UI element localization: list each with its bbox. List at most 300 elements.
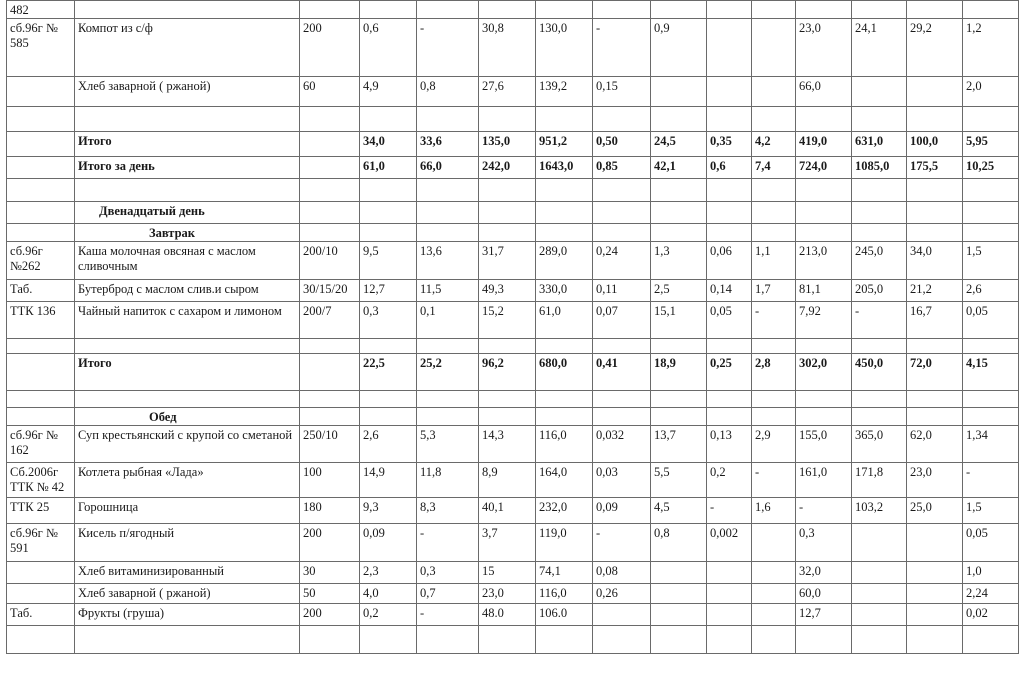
recipe-ref-cell: сб.96г № 162 (7, 426, 75, 463)
table-row (7, 463, 1019, 498)
value-cell (593, 391, 651, 408)
dish-name-cell: Итого (75, 354, 300, 391)
recipe-ref-cell: 482 (7, 1, 75, 19)
value-cell: 0,6 (360, 19, 417, 77)
dish-name-cell: Котлета рыбная «Лада» (75, 463, 300, 498)
value-cell: - (752, 302, 796, 339)
value-cell (479, 626, 536, 654)
value-cell: 0,002 (707, 524, 752, 562)
value-cell: 11,8 (417, 463, 479, 498)
recipe-ref-cell (7, 584, 75, 604)
table-row (7, 562, 1019, 584)
value-cell (963, 179, 1019, 202)
value-cell (593, 107, 651, 132)
value-cell (300, 179, 360, 202)
value-cell (360, 339, 417, 354)
value-cell: 100,0 (907, 132, 963, 157)
value-cell (536, 626, 593, 654)
value-cell (360, 626, 417, 654)
value-cell: 139,2 (536, 77, 593, 107)
value-cell (963, 339, 1019, 354)
value-cell: 2,0 (963, 77, 1019, 107)
value-cell: 32,0 (796, 562, 852, 584)
value-cell: 2,6 (963, 280, 1019, 302)
table-cell (479, 224, 536, 242)
value-cell: 0,05 (963, 302, 1019, 339)
value-cell (707, 626, 752, 654)
value-cell (300, 626, 360, 654)
table-cell (417, 224, 479, 242)
value-cell (651, 179, 707, 202)
value-cell: 16,7 (907, 302, 963, 339)
dish-name-cell (75, 339, 300, 354)
value-cell (752, 524, 796, 562)
recipe-ref-cell (7, 562, 75, 584)
value-cell: 680,0 (536, 354, 593, 391)
table-body (7, 1, 1019, 654)
recipe-ref-cell: ТТК 136 (7, 302, 75, 339)
dish-name-cell (75, 107, 300, 132)
value-cell: - (707, 498, 752, 524)
value-cell: 13,6 (417, 242, 479, 280)
value-cell: 11,5 (417, 280, 479, 302)
table-cell (796, 408, 852, 426)
dish-name-cell: Хлеб заварной ( ржаной) (75, 584, 300, 604)
dish-name-cell (75, 626, 300, 654)
value-cell: 1,5 (963, 242, 1019, 280)
value-cell: 0,26 (593, 584, 651, 604)
value-cell: 50 (300, 584, 360, 604)
value-cell: 724,0 (796, 157, 852, 179)
table-row (7, 1, 1019, 19)
value-cell (752, 584, 796, 604)
value-cell: 12,7 (796, 604, 852, 626)
value-cell: 0,03 (593, 463, 651, 498)
value-cell: - (852, 302, 907, 339)
table-cell (536, 408, 593, 426)
value-cell: 7,92 (796, 302, 852, 339)
value-cell: 9,3 (360, 498, 417, 524)
value-cell (852, 339, 907, 354)
value-cell: 0,2 (360, 604, 417, 626)
value-cell (707, 179, 752, 202)
value-cell (417, 107, 479, 132)
table-cell (651, 202, 707, 224)
recipe-ref-cell: Сб.2006г ТТК № 42 (7, 463, 75, 498)
value-cell: - (796, 498, 852, 524)
table-row (7, 524, 1019, 562)
table-row (7, 354, 1019, 391)
value-cell: 289,0 (536, 242, 593, 280)
value-cell (852, 77, 907, 107)
recipe-ref-cell (7, 157, 75, 179)
value-cell (360, 1, 417, 19)
value-cell (651, 562, 707, 584)
value-cell: 74,1 (536, 562, 593, 584)
value-cell: 2,9 (752, 426, 796, 463)
value-cell (707, 604, 752, 626)
table-cell (360, 224, 417, 242)
value-cell: 4,2 (752, 132, 796, 157)
table-cell (963, 202, 1019, 224)
value-cell (300, 391, 360, 408)
value-cell: 14,9 (360, 463, 417, 498)
value-cell: 0,06 (707, 242, 752, 280)
value-cell: 0,02 (963, 604, 1019, 626)
value-cell: 130,0 (536, 19, 593, 77)
value-cell (707, 1, 752, 19)
value-cell (536, 179, 593, 202)
table-cell (796, 202, 852, 224)
dish-name-cell: Хлеб заварной ( ржаной) (75, 77, 300, 107)
value-cell: 155,0 (796, 426, 852, 463)
value-cell: 119,0 (536, 524, 593, 562)
value-cell: 200/7 (300, 302, 360, 339)
value-cell (536, 1, 593, 19)
recipe-ref-cell: сб.96г №262 (7, 242, 75, 280)
value-cell: 1,0 (963, 562, 1019, 584)
value-cell (752, 339, 796, 354)
value-cell: 2,6 (360, 426, 417, 463)
value-cell: 42,1 (651, 157, 707, 179)
table-cell (593, 408, 651, 426)
dish-name-cell: Компот из с/ф (75, 19, 300, 77)
table-row (7, 280, 1019, 302)
value-cell: - (417, 604, 479, 626)
table-row (7, 498, 1019, 524)
value-cell: 450,0 (852, 354, 907, 391)
value-cell: 631,0 (852, 132, 907, 157)
value-cell: 31,7 (479, 242, 536, 280)
value-cell (852, 562, 907, 584)
table-cell (300, 408, 360, 426)
table-cell (963, 224, 1019, 242)
value-cell (707, 77, 752, 107)
value-cell: 0,25 (707, 354, 752, 391)
value-cell: 1085,0 (852, 157, 907, 179)
value-cell: 200/10 (300, 242, 360, 280)
value-cell: 96,2 (479, 354, 536, 391)
value-cell: 30,8 (479, 19, 536, 77)
value-cell: 23,0 (479, 584, 536, 604)
table-cell (651, 408, 707, 426)
value-cell: 100 (300, 463, 360, 498)
table-cell (7, 224, 75, 242)
value-cell: 61,0 (360, 157, 417, 179)
value-cell: - (593, 524, 651, 562)
value-cell: 0,85 (593, 157, 651, 179)
value-cell: 0,7 (417, 584, 479, 604)
value-cell: 0,09 (360, 524, 417, 562)
value-cell (852, 584, 907, 604)
value-cell (707, 584, 752, 604)
value-cell (707, 107, 752, 132)
value-cell: 330,0 (536, 280, 593, 302)
value-cell: 0,3 (417, 562, 479, 584)
recipe-ref-cell (7, 132, 75, 157)
value-cell: 0,24 (593, 242, 651, 280)
value-cell (796, 339, 852, 354)
value-cell (479, 1, 536, 19)
table-row (7, 157, 1019, 179)
recipe-ref-cell (7, 391, 75, 408)
value-cell (852, 107, 907, 132)
value-cell: 25,2 (417, 354, 479, 391)
value-cell (417, 626, 479, 654)
value-cell (707, 19, 752, 77)
table-cell (752, 224, 796, 242)
value-cell: 29,2 (907, 19, 963, 77)
value-cell: 15,1 (651, 302, 707, 339)
table-row (7, 604, 1019, 626)
table-cell (536, 202, 593, 224)
value-cell: 0,35 (707, 132, 752, 157)
value-cell (651, 77, 707, 107)
section-title: Завтрак (75, 224, 300, 242)
value-cell: 21,2 (907, 280, 963, 302)
value-cell: 0,3 (796, 524, 852, 562)
value-cell: 30 (300, 562, 360, 584)
value-cell: 72,0 (907, 354, 963, 391)
value-cell: 34,0 (360, 132, 417, 157)
value-cell (593, 339, 651, 354)
value-cell: 0,15 (593, 77, 651, 107)
value-cell: 171,8 (852, 463, 907, 498)
table-row (7, 19, 1019, 77)
value-cell: 0,9 (651, 19, 707, 77)
value-cell: 1,1 (752, 242, 796, 280)
value-cell (963, 1, 1019, 19)
recipe-ref-cell (7, 626, 75, 654)
value-cell: 60 (300, 77, 360, 107)
value-cell (852, 604, 907, 626)
value-cell: 200 (300, 19, 360, 77)
value-cell (479, 107, 536, 132)
value-cell: 5,3 (417, 426, 479, 463)
table-row (7, 77, 1019, 107)
value-cell: 1,5 (963, 498, 1019, 524)
value-cell (300, 1, 360, 19)
value-cell: 0,11 (593, 280, 651, 302)
value-cell (651, 1, 707, 19)
value-cell (907, 179, 963, 202)
value-cell (796, 107, 852, 132)
section-row (7, 408, 1019, 426)
recipe-ref-cell (7, 339, 75, 354)
table-row (7, 584, 1019, 604)
recipe-ref-cell: Таб. (7, 280, 75, 302)
value-cell: 2,24 (963, 584, 1019, 604)
value-cell (907, 626, 963, 654)
value-cell: 0,6 (707, 157, 752, 179)
value-cell (907, 524, 963, 562)
value-cell (651, 604, 707, 626)
value-cell: 175,5 (907, 157, 963, 179)
recipe-ref-cell: сб.96г № 591 (7, 524, 75, 562)
value-cell (417, 391, 479, 408)
value-cell (593, 1, 651, 19)
table-row (7, 179, 1019, 202)
value-cell (852, 1, 907, 19)
value-cell: 106.0 (536, 604, 593, 626)
value-cell (593, 626, 651, 654)
value-cell: 0,50 (593, 132, 651, 157)
value-cell: 61,0 (536, 302, 593, 339)
value-cell (907, 107, 963, 132)
dish-name-cell (75, 1, 300, 19)
value-cell: 0,14 (707, 280, 752, 302)
table-cell (417, 408, 479, 426)
value-cell (300, 354, 360, 391)
value-cell: 365,0 (852, 426, 907, 463)
table-cell (852, 408, 907, 426)
value-cell (907, 1, 963, 19)
value-cell (907, 584, 963, 604)
value-cell: 4,0 (360, 584, 417, 604)
value-cell: 0,3 (360, 302, 417, 339)
value-cell: 66,0 (796, 77, 852, 107)
value-cell (752, 562, 796, 584)
value-cell (300, 107, 360, 132)
recipe-ref-cell (7, 179, 75, 202)
value-cell (651, 339, 707, 354)
value-cell: 0,07 (593, 302, 651, 339)
recipe-ref-cell: ТТК 25 (7, 498, 75, 524)
table-cell (707, 224, 752, 242)
value-cell (479, 179, 536, 202)
value-cell (852, 626, 907, 654)
table-row (7, 242, 1019, 280)
table-cell (360, 202, 417, 224)
value-cell (752, 391, 796, 408)
value-cell (651, 391, 707, 408)
value-cell: 116,0 (536, 426, 593, 463)
dish-name-cell: Чайный напиток с сахаром и лимоном (75, 302, 300, 339)
value-cell: 30/15/20 (300, 280, 360, 302)
value-cell (593, 179, 651, 202)
dish-name-cell: Фрукты (груша) (75, 604, 300, 626)
value-cell: - (417, 19, 479, 77)
value-cell (963, 107, 1019, 132)
value-cell: 18,9 (651, 354, 707, 391)
section-title: Обед (75, 408, 300, 426)
table-cell (7, 202, 75, 224)
value-cell (417, 339, 479, 354)
value-cell: 180 (300, 498, 360, 524)
value-cell (907, 562, 963, 584)
table-cell (707, 202, 752, 224)
value-cell: - (593, 19, 651, 77)
dish-name-cell: Итого за день (75, 157, 300, 179)
value-cell: - (417, 524, 479, 562)
recipe-ref-cell (7, 77, 75, 107)
value-cell (963, 626, 1019, 654)
value-cell (752, 626, 796, 654)
value-cell (417, 1, 479, 19)
value-cell: 1,7 (752, 280, 796, 302)
value-cell: 27,6 (479, 77, 536, 107)
menu-table (6, 0, 1019, 654)
table-cell (651, 224, 707, 242)
value-cell (707, 562, 752, 584)
recipe-ref-cell (7, 354, 75, 391)
table-row (7, 132, 1019, 157)
value-cell: 5,95 (963, 132, 1019, 157)
dish-name-cell: Хлеб витаминизированный (75, 562, 300, 584)
value-cell: 242,0 (479, 157, 536, 179)
value-cell: 24,1 (852, 19, 907, 77)
value-cell: 23,0 (796, 19, 852, 77)
value-cell (752, 604, 796, 626)
value-cell: 0,1 (417, 302, 479, 339)
value-cell: 2,5 (651, 280, 707, 302)
value-cell: 0,08 (593, 562, 651, 584)
value-cell: 81,1 (796, 280, 852, 302)
value-cell (707, 339, 752, 354)
value-cell (752, 107, 796, 132)
value-cell: 1,34 (963, 426, 1019, 463)
value-cell: 12,7 (360, 280, 417, 302)
value-cell (479, 339, 536, 354)
recipe-ref-cell: сб.96г № 585 (7, 19, 75, 77)
value-cell: 14,3 (479, 426, 536, 463)
value-cell: 0,8 (651, 524, 707, 562)
recipe-ref-cell: Таб. (7, 604, 75, 626)
table-cell (796, 224, 852, 242)
value-cell: 205,0 (852, 280, 907, 302)
value-cell: 0,2 (707, 463, 752, 498)
dish-name-cell (75, 391, 300, 408)
value-cell (796, 391, 852, 408)
value-cell (360, 107, 417, 132)
value-cell: 1,3 (651, 242, 707, 280)
value-cell: 0,05 (963, 524, 1019, 562)
dish-name-cell (75, 179, 300, 202)
table-cell (963, 408, 1019, 426)
table-cell (852, 224, 907, 242)
table-cell (300, 202, 360, 224)
table-cell (479, 408, 536, 426)
value-cell (752, 77, 796, 107)
value-cell (752, 1, 796, 19)
value-cell: 10,25 (963, 157, 1019, 179)
value-cell: 66,0 (417, 157, 479, 179)
value-cell: 62,0 (907, 426, 963, 463)
value-cell (651, 107, 707, 132)
value-cell: 419,0 (796, 132, 852, 157)
value-cell (707, 391, 752, 408)
table-cell (907, 408, 963, 426)
value-cell (651, 626, 707, 654)
table-row (7, 426, 1019, 463)
value-cell (907, 391, 963, 408)
value-cell: 164,0 (536, 463, 593, 498)
value-cell: 0,8 (417, 77, 479, 107)
table-row (7, 626, 1019, 654)
value-cell: 24,5 (651, 132, 707, 157)
value-cell: 250/10 (300, 426, 360, 463)
value-cell: 9,5 (360, 242, 417, 280)
value-cell (796, 179, 852, 202)
value-cell (536, 391, 593, 408)
section-row (7, 202, 1019, 224)
table-row (7, 391, 1019, 408)
value-cell: 200 (300, 604, 360, 626)
value-cell (852, 179, 907, 202)
value-cell: 22,5 (360, 354, 417, 391)
value-cell: 1643,0 (536, 157, 593, 179)
value-cell (300, 339, 360, 354)
